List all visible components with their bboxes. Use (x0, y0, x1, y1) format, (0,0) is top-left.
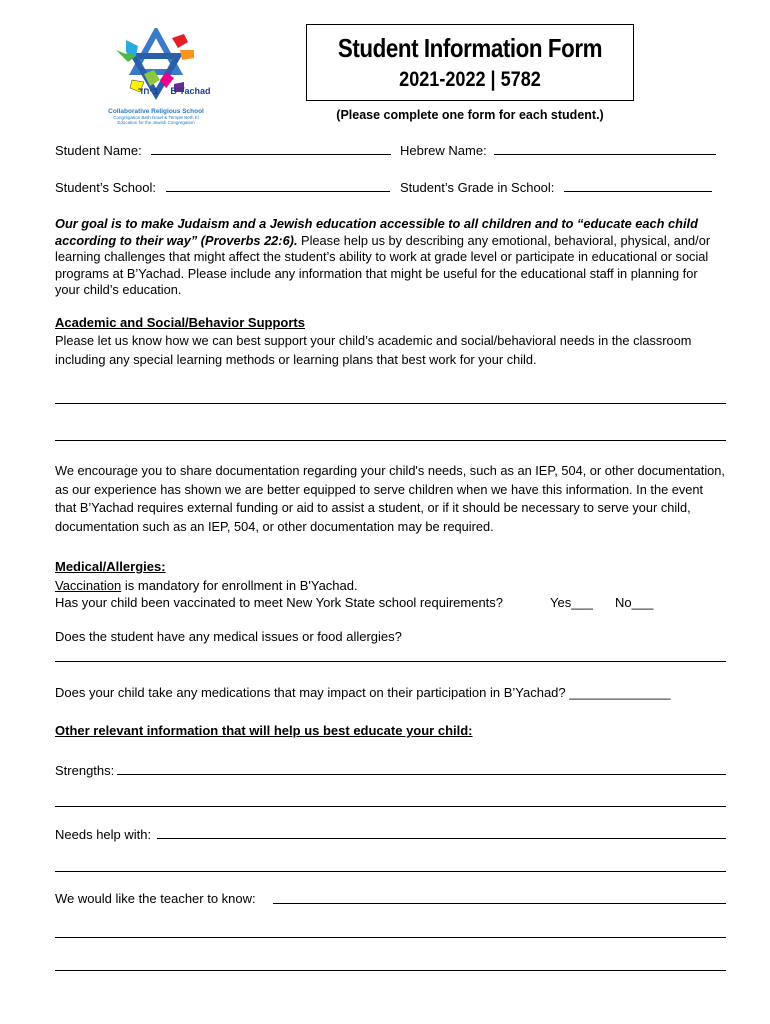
logo-hebrew: ביחד (138, 86, 158, 96)
documentation-paragraph: We encourage you to share documentation regarding your child's needs, such as an IEP, 504, or other documentation, as our experience has shown we are better equipped to serve children when we have this information. In the event that B’Yachad requires external funding or aid to assist a student, or if it should be necessary to serve your child, documentation such as an IEP, 504, or other documentation may be required. (55, 463, 725, 534)
vaccinated-yes-option[interactable]: Yes___ (550, 595, 593, 610)
intro-goal: Our goal is to make Judaism and a Jewish education accessible to all children and to “educate each child according to their way” (Proverbs 22:6). (55, 216, 698, 248)
logo-name: B'Yachad (170, 86, 211, 96)
logo-school-name: Collaborative Religious School (108, 108, 204, 115)
strengths-line[interactable] (117, 774, 726, 775)
school-logo (108, 28, 211, 125)
strengths-line-2[interactable] (55, 806, 726, 807)
title-box (306, 24, 634, 101)
student-grade-field[interactable] (400, 179, 712, 195)
academic-heading: Academic and Social/Behavior Supports (55, 315, 305, 330)
vaccination-word: Vaccination (55, 578, 122, 593)
academic-answer-line-1[interactable] (55, 403, 726, 404)
vaccination-statement (55, 577, 358, 594)
hebrew-name-field[interactable] (400, 142, 716, 158)
vaccinated-no-option[interactable]: No___ (615, 595, 654, 610)
student-school-label: Student’s School: (55, 180, 156, 195)
vaccinated-question: Has your child been vaccinated to meet New York State school requirements? (55, 595, 504, 610)
strengths-label: Strengths: (55, 763, 115, 778)
hebrew-name-line[interactable] (494, 142, 716, 155)
other-info-heading: Other relevant information that will help us best educate your child: (55, 723, 473, 738)
needs-help-line[interactable] (157, 838, 726, 839)
student-name-field[interactable] (55, 142, 391, 158)
student-name-line[interactable] (151, 142, 391, 155)
intro-text: Please help us by describing any emotional, behavioral, physical, and/or learning challenges that might affect the student’s ability to work at grade level or participate in educational or social programs at B’Yachad. Please include any information that might be useful for the educational staff in planning for your child’s education. (55, 232, 711, 297)
logo-line-3: Education for the Jewish Congregation (117, 120, 195, 125)
allergies-answer-line[interactable] (55, 661, 726, 662)
hebrew-name-label: Hebrew Name: (400, 143, 487, 158)
needs-help-line-2[interactable] (55, 871, 726, 872)
medical-heading: Medical/Allergies: (55, 559, 166, 574)
medications-question[interactable]: Does your child take any medications that may impact on their participation in B’Yachad? ______________ (55, 685, 671, 700)
student-grade-label: Student’s Grade in School: (400, 180, 555, 195)
student-school-field[interactable] (55, 179, 390, 195)
teacher-know-line-3[interactable] (55, 970, 726, 971)
student-grade-line[interactable] (564, 179, 712, 192)
form-subtitle: (Please complete one form for each student.) (336, 108, 604, 122)
form-title: Student Information Form (337, 33, 603, 63)
academic-text: Please let us know how we can best support your child’s academic and social/behavioral needs in the classroom including any special learning methods or learning plans that best work for your child. (55, 333, 692, 367)
teacher-know-line[interactable] (273, 903, 726, 904)
logo-line-2: Congregation Beth Israel & Temple Beth El (113, 115, 199, 120)
student-school-line[interactable] (166, 179, 390, 192)
student-name-label: Student Name: (55, 143, 142, 158)
needs-help-label: Needs help with: (55, 827, 152, 842)
allergies-question: Does the student have any medical issues or food allergies? (55, 629, 402, 644)
school-year: 2021-2022 | 5782 (399, 68, 541, 91)
teacher-know-label: We would like the teacher to know: (55, 891, 256, 906)
academic-answer-line-2[interactable] (55, 440, 726, 441)
intro-paragraph (55, 216, 723, 299)
teacher-know-line-2[interactable] (55, 937, 726, 938)
vaccination-rest: is mandatory for enrollment in B'Yachad. (121, 578, 358, 593)
